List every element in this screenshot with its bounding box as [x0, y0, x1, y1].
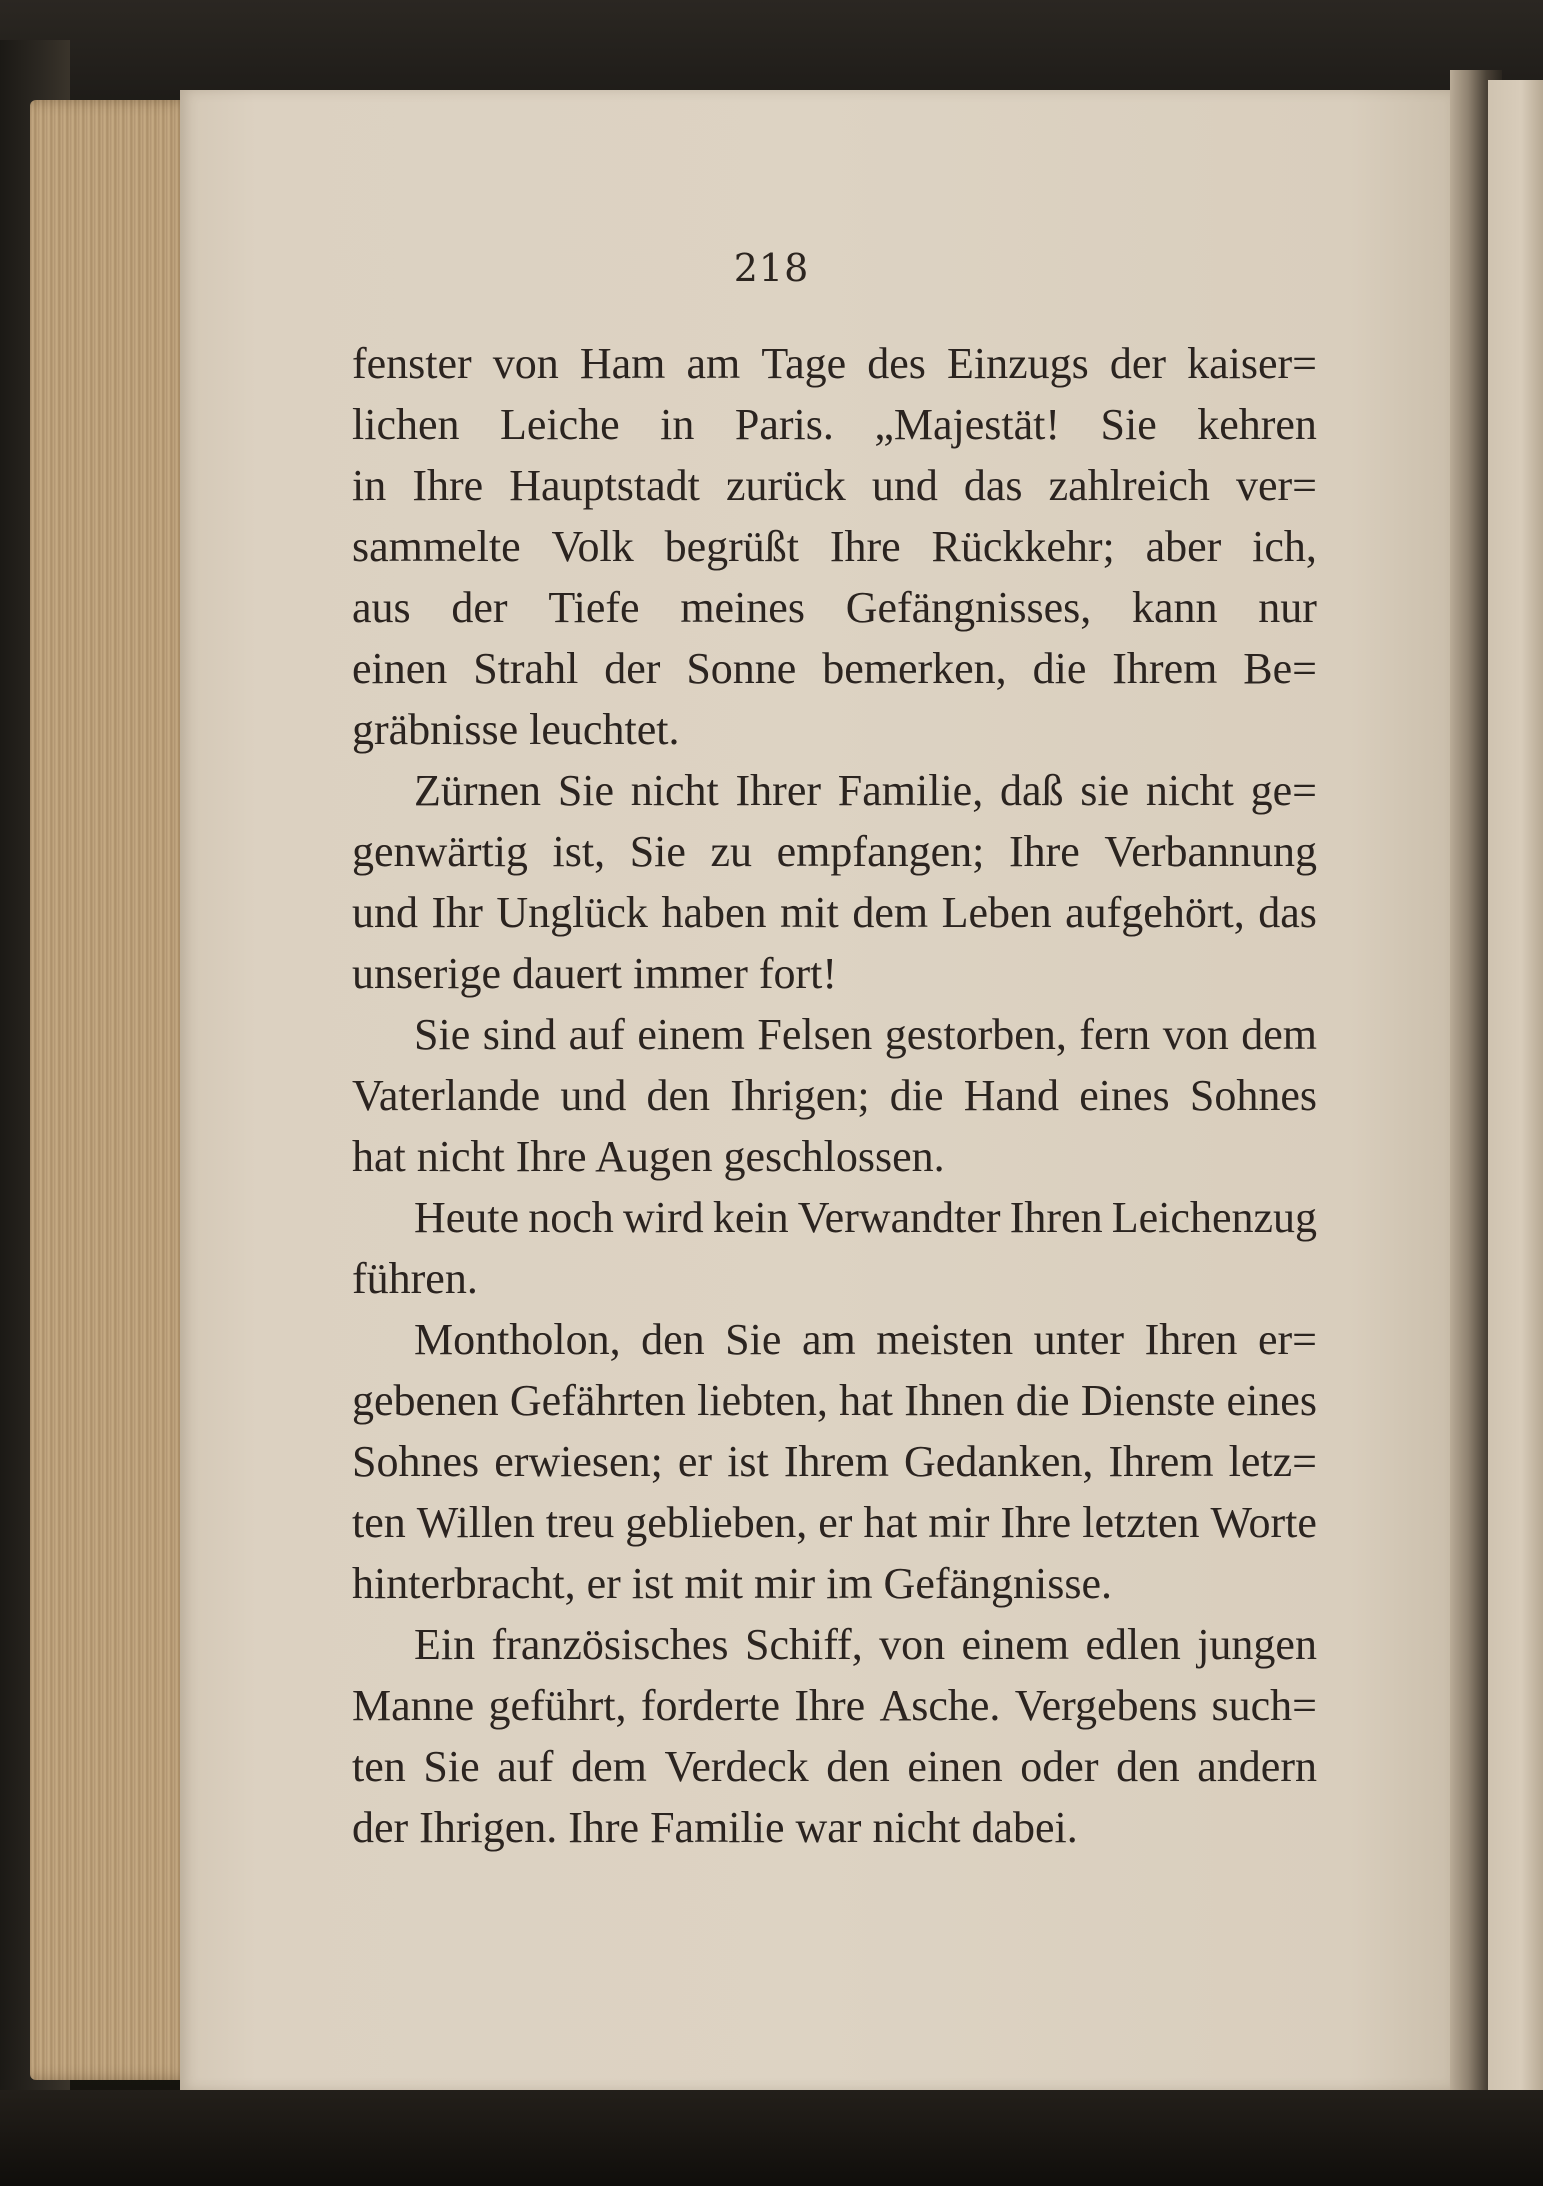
text-line: lichen Leiche in Paris. „Majestät! Sie kehren: [352, 400, 1317, 449]
facing-page-edge: [1488, 80, 1543, 2100]
text-line: gebenen Gefährten liebten, hat Ihnen die Dienste eines: [352, 1376, 1317, 1425]
text-line: Montholon, den Sie am meisten unter Ihren er=: [414, 1315, 1317, 1364]
text-line: gräbnisse leuchtet.: [352, 705, 680, 754]
text-line: hat nicht Ihre Augen geschlossen.: [352, 1132, 945, 1181]
bottom-shadow: [0, 2090, 1543, 2186]
text-line: sammelte Volk begrüßt Ihre Rückkehr; aber ich,: [352, 522, 1317, 571]
text-line: führen.: [352, 1254, 478, 1303]
text-line: genwärtig ist, Sie zu empfangen; Ihre Verbannung: [352, 827, 1317, 876]
text-line: ten Sie auf dem Verdeck den einen oder den andern: [352, 1742, 1317, 1791]
text-line: und Ihr Unglück haben mit dem Leben aufgehört, das: [352, 888, 1317, 937]
body-text: [352, 333, 1317, 1858]
text-line: der Ihrigen. Ihre Familie war nicht dabei.: [352, 1803, 1078, 1852]
text-line: einen Strahl der Sonne bemerken, die Ihrem Be=: [352, 644, 1317, 693]
text-line: Manne geführt, forderte Ihre Asche. Vergebens such=: [352, 1681, 1317, 1730]
text-line: Sohnes erwiesen; er ist Ihrem Gedanken, Ihrem letz=: [352, 1437, 1317, 1486]
text-line: ten Willen treu geblieben, er hat mir Ihre letzten Worte: [352, 1498, 1317, 1547]
text-line: hinterbracht, er ist mit mir im Gefängnisse.: [352, 1559, 1113, 1608]
page-edges: [30, 100, 195, 2080]
text-line: Zürnen Sie nicht Ihrer Familie, daß sie nicht ge=: [414, 766, 1317, 815]
text-line: Sie sind auf einem Felsen gestorben, fern von dem: [414, 1010, 1317, 1059]
text-line: Ein französisches Schiff, von einem edlen jungen: [414, 1620, 1317, 1669]
text-line: fenster von Ham am Tage des Einzugs der kaiser=: [352, 339, 1317, 388]
page-number: 218: [733, 246, 810, 290]
text-line: Vaterlande und den Ihrigen; die Hand eines Sohnes: [352, 1071, 1317, 1120]
text-line: unserige dauert immer fort!: [352, 949, 838, 998]
text-line: Heute noch wird kein Verwandter Ihren Leichenzug: [414, 1193, 1317, 1242]
text-line: in Ihre Hauptstadt zurück und das zahlreich ver=: [352, 461, 1317, 510]
text-line: aus der Tiefe meines Gefängnisses, kann nur: [352, 583, 1317, 632]
